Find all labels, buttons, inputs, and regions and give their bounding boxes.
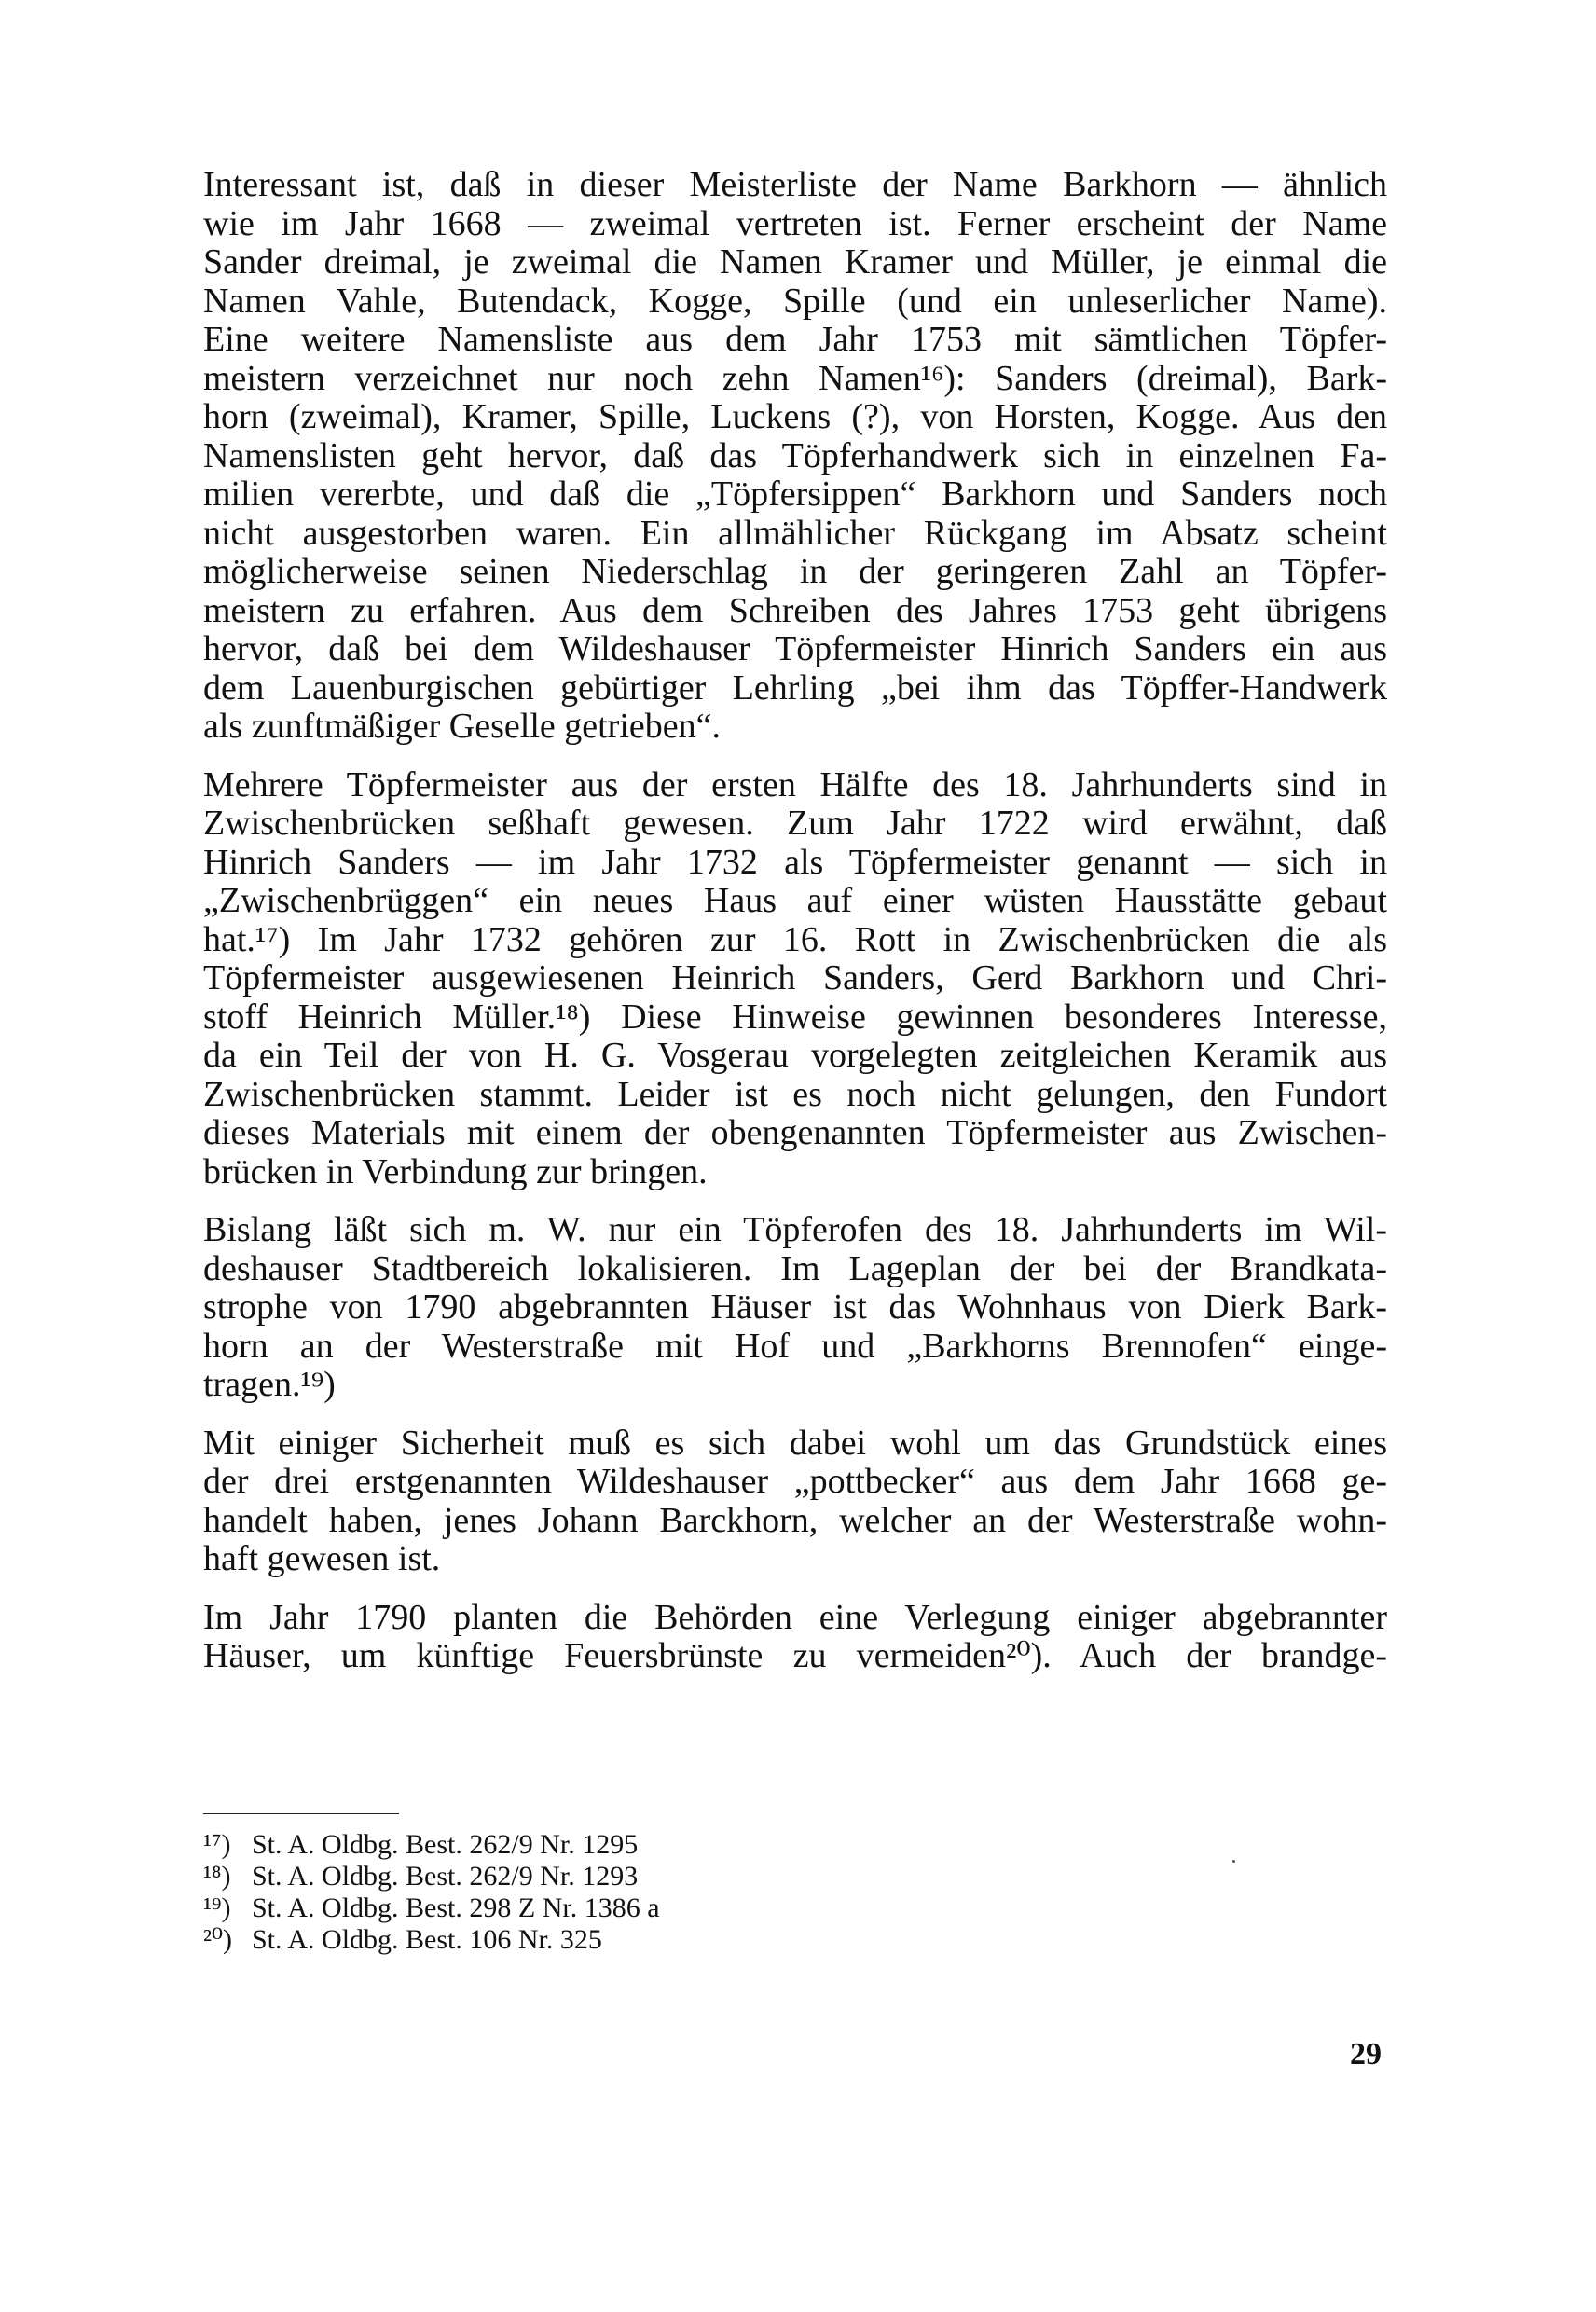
text-line: möglicherweise seinen Niederschlag in der geringeren Zahl an Töpfer- [203, 552, 1387, 591]
footnote-text: St. A. Oldbg. Best. 106 Nr. 325 [252, 1924, 602, 1955]
text-line: Eine weitere Namensliste aus dem Jahr 1753 mit sämtlichen Töpfer- [203, 320, 1387, 359]
text-line: Zwischenbrücken stammt. Leider ist es noch nicht gelungen, den Fundort [203, 1074, 1387, 1114]
footnote-18 [203, 1861, 856, 1892]
text-line: „Zwischenbrüggen“ ein neues Haus auf einer wüsten Hausstätte gebaut [203, 881, 1387, 920]
paragraph-1 [203, 166, 1387, 747]
text-line: Namen Vahle, Butendack, Kogge, Spille (und ein unleserlicher Name). [203, 281, 1387, 321]
text-line: deshauser Stadtbereich lokalisieren. Im Lageplan der bei der Brandkata- [203, 1248, 1387, 1288]
text-line: dem Lauenburgischen gebürtiger Lehrling „bei ihm das Töpffer-Handwerk [203, 667, 1387, 708]
text-line: der drei erstgenannten Wildeshauser „pottbecker“ aus dem Jahr 1668 ge- [203, 1462, 1387, 1501]
text-line: Bislang läßt sich m. W. nur ein Töpferofen des 18. Jahrhunderts im Wil- [203, 1210, 1387, 1249]
text-line: stoff Heinrich Müller.¹⁸) Diese Hinweise gewinnen besonderes Interesse, [203, 997, 1387, 1037]
text-line: Hinrich Sanders — im Jahr 1732 als Töpfermeister genannt — sich in [203, 842, 1387, 882]
paragraph-2 [203, 766, 1387, 1192]
text-line: milien vererbte, und daß die „Töpfersippen“ Barkhorn und Sanders noch [203, 475, 1387, 514]
text-line: dieses Materials mit einem der obengenannten Töpfermeister aus Zwischen- [203, 1113, 1387, 1152]
text-line: hat.¹⁷) Im Jahr 1732 gehören zur 16. Rott in Zwischenbrücken die als [203, 919, 1387, 959]
text-line: als zunftmäßiger Geselle getrieben“. [203, 707, 721, 746]
footnote-marker: ²⁰) [203, 1924, 233, 1955]
footnotes [203, 1829, 856, 1956]
scan-speck [1232, 1860, 1235, 1863]
text-line: meistern zu erfahren. Aus dem Schreiben des Jahres 1753 geht übrigens [203, 590, 1387, 630]
paragraph-4 [203, 1424, 1387, 1579]
page-number: 29 [1350, 2037, 1382, 2071]
text-line: Häuser, um künftige Feuersbrünste zu vermeiden²⁰). Auch der brandge- [203, 1636, 1387, 1675]
footnote-marker: ¹⁸) [203, 1861, 231, 1892]
paragraph-5 [203, 1599, 1387, 1676]
text-line: horn an der Westerstraße mit Hof und „Barkhorns Brennofen“ einge- [203, 1326, 1387, 1366]
text-line: Sander dreimal, je zweimal die Namen Kramer und Müller, je einmal die [203, 242, 1387, 282]
footnote-text: St. A. Oldbg. Best. 262/9 Nr. 1295 [252, 1829, 639, 1860]
paragraph-3 [203, 1211, 1387, 1405]
text-line: Mit einiger Sicherheit muß es sich dabei wohl um das Grundstück eines [203, 1423, 1387, 1463]
text-line: Im Jahr 1790 planten die Behörden eine Verlegung einiger abgebrannter [203, 1597, 1387, 1637]
footnote-marker: ¹⁹) [203, 1892, 231, 1923]
text-line: brücken in Verbindung zur bringen. [203, 1151, 708, 1191]
footnote-17 [203, 1829, 856, 1861]
text-line: da ein Teil der von H. G. Vosgerau vorgelegten zeitgleichen Keramik aus [203, 1036, 1387, 1075]
footnote-divider [203, 1813, 399, 1814]
footnote-text: St. A. Oldbg. Best. 298 Z Nr. 1386 a [252, 1892, 660, 1923]
footnote-20 [203, 1924, 856, 1956]
text-line: nicht ausgestorben waren. Ein allmählicher Rückgang im Absatz scheint [203, 513, 1387, 553]
text-line: Namenslisten geht hervor, daß das Töpferhandwerk sich in einzelnen Fa- [203, 435, 1387, 475]
text-line: meistern verzeichnet nur noch zehn Namen¹⁶): Sanders (dreimal), Bark- [203, 358, 1387, 398]
text-line: tragen.¹⁹) [203, 1365, 336, 1404]
text-line: strophe von 1790 abgebrannten Häuser ist das Wohnhaus von Dierk Bark- [203, 1287, 1387, 1327]
footnote-marker: ¹⁷) [203, 1829, 231, 1860]
text-line: wie im Jahr 1668 — zweimal vertreten ist. Ferner erscheint der Name [203, 203, 1387, 243]
text-line: horn (zweimal), Kramer, Spille, Luckens (?), von Horsten, Kogge. Aus den [203, 397, 1387, 436]
text-line: Töpfermeister ausgewiesenen Heinrich Sanders, Gerd Barkhorn und Chri- [203, 958, 1387, 998]
text-line: handelt haben, jenes Johann Barckhorn, welcher an der Westerstraße wohn- [203, 1500, 1387, 1540]
footnote-text: St. A. Oldbg. Best. 262/9 Nr. 1293 [252, 1861, 639, 1892]
footnote-19 [203, 1892, 856, 1924]
text-line: Interessant ist, daß in dieser Meisterliste der Name Barkhorn — ähnlich [203, 165, 1387, 204]
body-text [203, 166, 1387, 1696]
text-line: haft gewesen ist. [203, 1539, 441, 1578]
text-line: Mehrere Töpfermeister aus der ersten Hälfte des 18. Jahrhunderts sind in [203, 764, 1387, 805]
text-line: hervor, daß bei dem Wildeshauser Töpfermeister Hinrich Sanders ein aus [203, 629, 1387, 668]
text-line: Zwischenbrücken seßhaft gewesen. Zum Jahr 1722 wird erwähnt, daß [203, 804, 1387, 843]
